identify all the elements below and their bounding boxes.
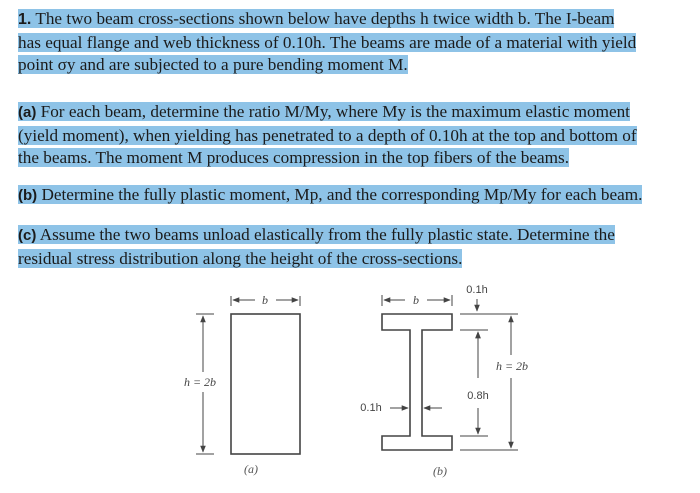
ibeam-height-label: h = 2b — [495, 359, 529, 373]
caption-b: (b) — [433, 464, 447, 478]
inner-height-label: 0.8h — [467, 390, 489, 402]
problem-number: 1. — [18, 11, 32, 28]
part-a-line-1: (a) For each beam, determine the ratio M/My, where My is the maximum elastic moment — [18, 102, 630, 121]
part-a-line-2: (yield moment), when yielding has penetrated to a depth of 0.10h at the top and bottom of — [18, 125, 637, 145]
ibeam-width-label: b — [413, 293, 419, 307]
i-beam-section — [360, 284, 528, 478]
problem-line-2: has equal flange and web thickness of 0.10h. The beams are made of a material with yield — [18, 32, 637, 52]
problem-line-1-highlight: 1. The two beam cross-sections shown below have depths h twice width b. The I-beam — [18, 9, 615, 28]
rectangle-outline — [231, 314, 300, 454]
flange-thickness-label: 0.1h — [466, 284, 488, 296]
part-c-line-2: residual stress distribution along the height of the cross-sections. — [18, 248, 463, 268]
part-b-label: (b) — [18, 187, 38, 204]
web-thickness-label: 0.1h — [360, 402, 382, 414]
part-a-label: (a) — [18, 104, 37, 121]
part-c-line-1: (c) Assume the two beams unload elastically from the fully plastic state. Determine the — [18, 225, 615, 244]
problem-line-3: point σy and are subjected to a pure bending moment M. — [18, 55, 408, 74]
i-beam-outline — [382, 314, 452, 450]
part-a-line-3: the beams. The moment M produces compression in the top fibers of the beams. — [18, 148, 569, 167]
caption-a: (a) — [244, 462, 258, 476]
rect-width-label: b — [262, 293, 268, 307]
part-c-label: (c) — [18, 227, 37, 244]
rect-height-label: h = 2b — [183, 375, 217, 389]
rectangular-section — [184, 293, 300, 476]
part-b-line-1: (b) Determine the fully plastic moment, Mp, and the corresponding Mp/My for each beam. — [18, 185, 643, 204]
